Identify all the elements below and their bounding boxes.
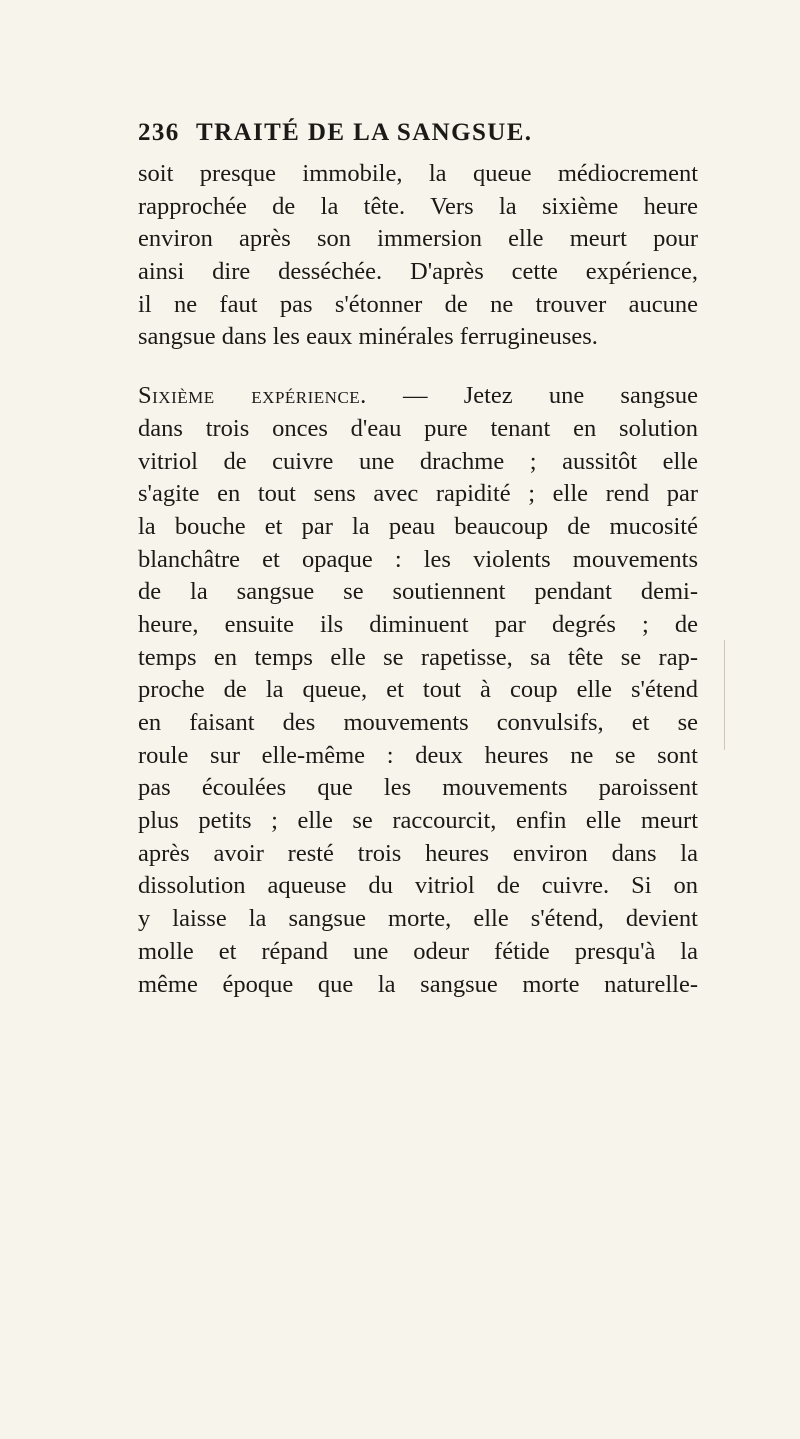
text-line: heure, ensuite ils diminuent par degrés ; de (138, 610, 698, 638)
page-fold-mark (724, 640, 725, 750)
text-line-heading (138, 380, 698, 413)
text-line: dissolution aqueuse du vitriol de cuivre. Si on (138, 872, 698, 900)
text-line: rapprochée de la tête. Vers la sixième heure (138, 192, 698, 220)
text-line: après avoir resté trois heures environ dans la (138, 839, 698, 867)
text-line: de la sangsue se soutiennent pendant demi- (138, 578, 698, 606)
paragraph-2 (138, 380, 698, 1001)
text-line: temps en temps elle se rapetisse, sa tête se rap- (138, 643, 698, 671)
text-line: proche de la queue, et tout à coup elle s'étend (138, 676, 698, 704)
text-line: il ne faut pas s'étonner de ne trouver aucune (138, 290, 698, 318)
text-line: ainsi dire desséchée. D'après cette expérience, (138, 258, 698, 286)
heading-dash: — (366, 382, 464, 410)
running-header (138, 118, 698, 148)
text-line: s'agite en tout sens avec rapidité ; elle rend par (138, 480, 698, 508)
text-line: même époque que la sangsue morte naturelle- (138, 970, 698, 998)
section-heading: Sixième expérience. (138, 382, 367, 410)
heading-line-rest: Jetez une sangsue (463, 382, 698, 410)
running-title: TRAITÉ DE LA SANGSUE. (196, 119, 533, 146)
body-text (138, 158, 698, 1001)
text-line: molle et répand une odeur fétide presqu'à la (138, 937, 698, 965)
text-line: vitriol de cuivre une drachme ; aussitôt elle (138, 447, 698, 475)
paragraph-gap (138, 354, 698, 380)
text-line: plus petits ; elle se raccourcit, enfin elle meurt (138, 807, 698, 835)
text-line: y laisse la sangsue morte, elle s'étend, devient (138, 905, 698, 933)
page-number: 236 (138, 119, 180, 146)
text-line: blanchâtre et opaque : les violents mouvements (138, 545, 698, 573)
text-line: soit presque immobile, la queue médiocrement (138, 160, 698, 187)
paragraph-1 (138, 158, 698, 354)
text-line: sangsue dans les eaux minérales ferrugineuses. (138, 323, 598, 351)
text-line: environ après son immersion elle meurt pour (138, 225, 698, 253)
text-line: la bouche et par la peau beaucoup de mucosité (138, 512, 698, 540)
text-line: pas écoulées que les mouvements paroissent (138, 774, 698, 802)
text-line: dans trois onces d'eau pure tenant en solution (138, 414, 698, 442)
text-line: en faisant des mouvements convulsifs, et se (138, 709, 698, 736)
text-line: roule sur elle-même : deux heures ne se sont (138, 741, 698, 769)
